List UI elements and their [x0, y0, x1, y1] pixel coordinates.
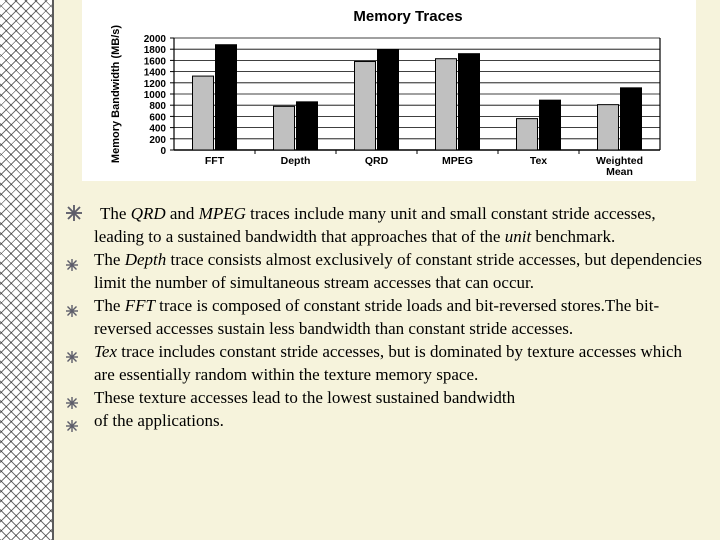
bullet-item: [66, 340, 706, 386]
bullet-marker-icon: [66, 346, 78, 358]
bar-series-gray-tex: [517, 119, 538, 150]
bar-series-black-depth: [297, 102, 318, 150]
bullet-text-segment: The: [94, 296, 125, 315]
chart-canvas: [82, 0, 696, 181]
bullet-text: [94, 388, 515, 407]
bullet-text: [94, 411, 224, 430]
bullet-text-segment: trace includes constant stride accesses, but is dominated by texture accesses which are essentially random within the texture memory space.: [94, 342, 683, 384]
y-tick-label: 1200: [143, 78, 166, 90]
memory-traces-chart: [82, 0, 696, 181]
bullet-text-segment: The: [100, 204, 131, 223]
decorative-side-stripe: [0, 0, 52, 540]
bullet-text-segment: benchmark.: [531, 227, 616, 246]
y-tick-label: 1400: [143, 67, 166, 79]
x-tick-label: FFT: [204, 155, 225, 167]
bullet-item: [66, 294, 706, 340]
bar-series-gray-fft: [193, 76, 214, 150]
bullet-item: [66, 248, 706, 294]
bullet-text-italic: FFT: [124, 296, 155, 315]
y-tick-label: 1000: [143, 90, 166, 101]
bullet-item: [66, 409, 706, 432]
y-tick-label: 1600: [143, 56, 166, 68]
x-tick-label: Mean: [606, 166, 633, 178]
bullet-text-segment: trace is composed of constant stride loads and bit-reversed stores.The bit-reversed accesses sustain less bandwidth than constant stride accesses.: [94, 296, 660, 338]
bullet-text-italic: QRD: [130, 204, 166, 223]
bullet-list: [66, 202, 706, 432]
bullet-text-italic: unit: [504, 227, 532, 246]
bullet-text-italic: MPEG: [198, 204, 246, 223]
x-tick-label: Depth: [280, 155, 311, 167]
bullet-item: [66, 202, 706, 248]
y-axis-label: Memory Bandwidth (MB/s): [110, 24, 122, 164]
bullet-text-segment: of the applications.: [94, 411, 224, 430]
bullet-text-segment: traces include many unit and small constant stride accesses, leading to a sustained bandwidth that approaches that of the: [94, 204, 656, 246]
bullet-text-italic: Depth: [124, 250, 167, 269]
y-tick-label: 600: [149, 112, 166, 124]
y-tick-label: 0: [160, 146, 166, 157]
x-tick-label: MPEG: [442, 155, 473, 167]
bar-series-black-mpeg: [459, 54, 480, 150]
x-tick-label: Tex: [529, 155, 548, 167]
bar-series-black-weighted-mean: [621, 88, 642, 150]
x-tick-label: QRD: [364, 155, 389, 167]
y-tick-label: 800: [149, 101, 166, 113]
bar-series-black-tex: [540, 100, 561, 150]
bar-series-gray-depth: [274, 106, 295, 150]
bullet-item: [66, 386, 706, 409]
bullet-text: [94, 250, 702, 292]
bullet-text-segment: and: [165, 204, 199, 223]
bullet-marker-icon: [66, 300, 78, 312]
bullet-text: [94, 342, 682, 384]
bullet-marker-icon: [66, 392, 78, 404]
bullet-text-segment: The: [94, 250, 125, 269]
bullet-text-segment: These texture accesses lead to the lowest sustained bandwidth: [94, 388, 516, 407]
y-tick-label: 1800: [143, 45, 166, 57]
chart-title: Memory Traces: [353, 8, 463, 25]
bullet-text-segment: trace consists almost exclusively of constant stride accesses, but dependencies limit the number of simultaneous stream accesses that can occur.: [94, 250, 703, 292]
bullet-marker-icon: [66, 204, 82, 220]
bar-series-gray-qrd: [355, 62, 376, 150]
bullet-text: [94, 296, 659, 338]
bullet-marker-icon: [66, 254, 78, 266]
bullet-marker-icon: [66, 415, 78, 427]
y-tick-label: 200: [149, 134, 166, 146]
x-tick-label: Weighted: [595, 155, 644, 167]
bar-series-black-fft: [216, 45, 237, 150]
y-tick-label: 2000: [143, 34, 166, 45]
bar-series-black-qrd: [378, 50, 399, 150]
bar-series-gray-weighted-mean: [598, 105, 619, 150]
bullet-text-italic: Tex: [94, 342, 117, 361]
y-tick-label: 400: [149, 123, 166, 135]
stripe-divider: [52, 0, 54, 540]
bar-series-gray-mpeg: [436, 59, 457, 150]
bullet-text: [94, 204, 656, 246]
